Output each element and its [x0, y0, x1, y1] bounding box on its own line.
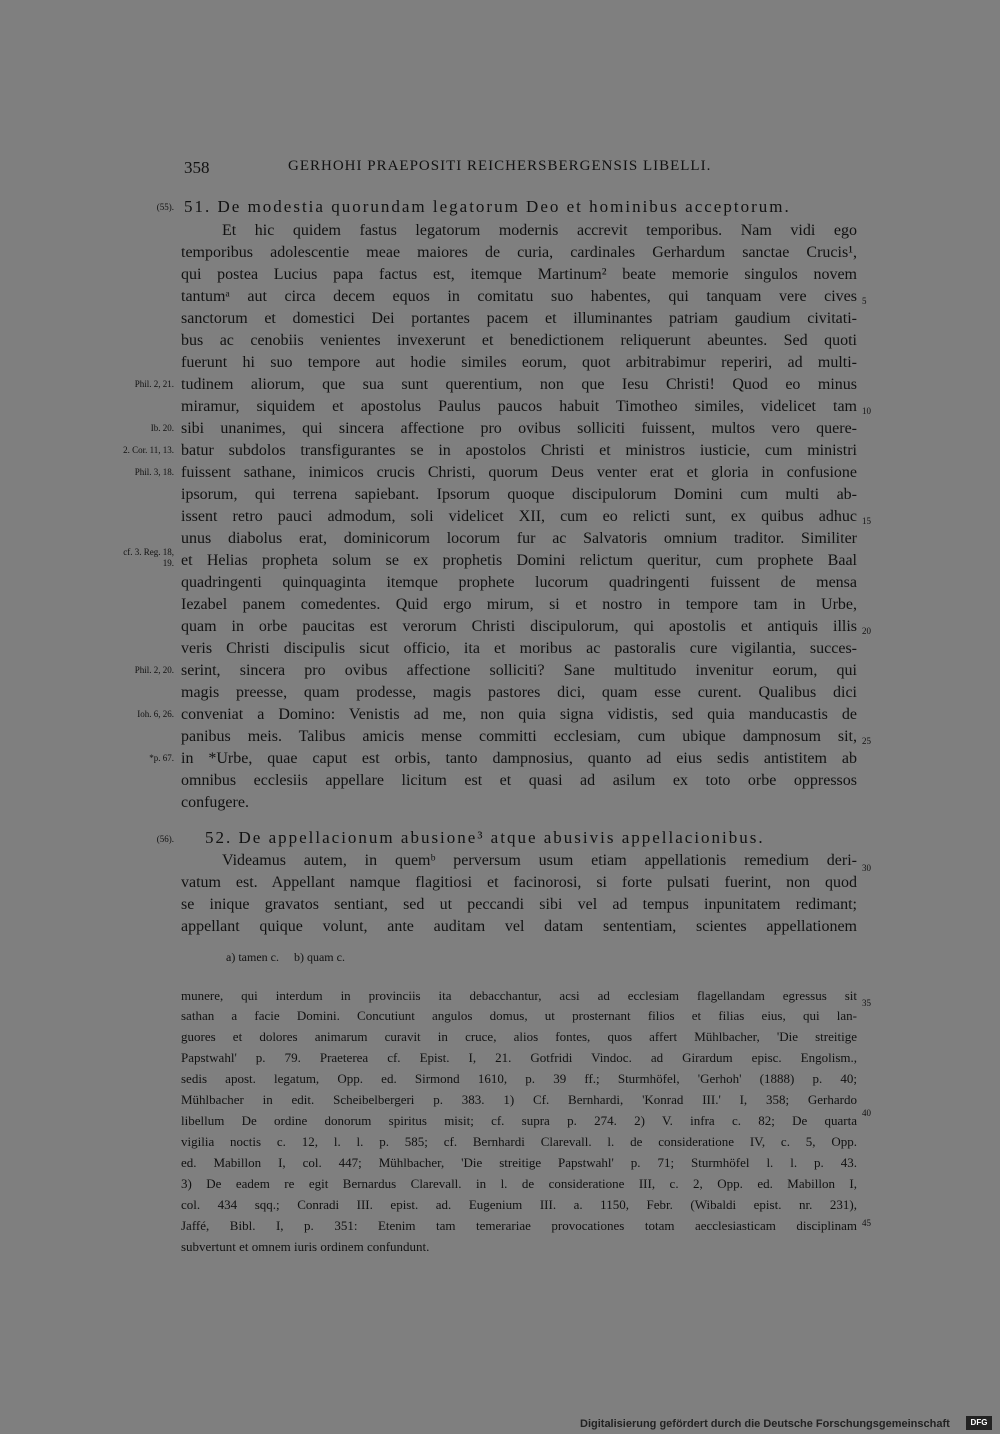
section-heading: 52. De appellacionum abusione³ atque abusivis appellacionibus.	[205, 828, 765, 847]
note-line: sathan a facie Domini. Concutiunt angulos domus, ut prosternant filios et filias eius, qui lan-	[181, 1008, 857, 1023]
body-line: fuerunt hi suo tempore aut hodie similes eorum, quot arbitrabimur reperiri, ad multi-	[181, 354, 857, 371]
body-line: se inique gravatos sentiant, sed ut peccandi sibi vel ad tempus inpunitatem redimant;	[181, 896, 857, 913]
running-title: GERHOHI PRAEPOSITI REICHERSBERGENSIS LIBELLI.	[288, 158, 712, 174]
body-line: vatum est. Appellant namque flagitiosi et facinorosi, si forte pulsati fuerint, non quod	[181, 874, 857, 891]
line-number: 20	[862, 626, 871, 636]
body-line: sanctorum et domestici Dei portantes pacem et illuminantes patriam gaudium civitati-	[181, 310, 857, 327]
body-line: serint, sincera pro ovibus affectione solliciti? Sane multitudo invenitur eorum, qui	[181, 662, 857, 679]
margin-reference: cf. 3. Reg. 18, 19.	[123, 547, 174, 568]
margin-reference: *p. 67.	[149, 753, 174, 763]
body-line: et Helias propheta solum se ex prophetis Domini relictum queritur, cum prophete Baal	[181, 552, 857, 569]
note-line: Mühlbacher in edit. Scheibelbergeri p. 383. 1) Cf. Bernhardi, 'Konrad III.' I, 358; Gerhardo	[181, 1092, 857, 1107]
margin-reference: Phil. 2, 21.	[134, 379, 174, 389]
body-line: sibi unanimes, qui sincera affectione pro ovibus solliciti fuissent, multos vero quere-	[181, 420, 857, 437]
body-line: ipsorum, qui terrena sapiebant. Ipsorum quoque discipulorum Domini cum multi ab-	[181, 486, 857, 503]
line-number: 10	[862, 406, 871, 416]
body-line: quam in orbe paucitas est verorum Christi discipulorum, qui apostolis et antiquis illis	[181, 618, 857, 635]
note-line: Papstwahl' p. 79. Praeterea cf. Epist. I, 21. Gotfridi Vindoc. ad Girardum episc. Engolism.,	[181, 1050, 857, 1065]
line-number: 45	[862, 1218, 871, 1228]
margin-reference: Ib. 20.	[150, 423, 174, 433]
body-line: tantumᵃ aut circa decem equos in comitatu suo habentes, qui tanquam vere cives	[181, 288, 857, 305]
body-line: in *Urbe, quae caput est orbis, tanto dampnosius, quanto ad eius sedis antistitem ab	[181, 750, 857, 767]
line-number: 35	[862, 998, 871, 1008]
section-marker: (55).	[156, 202, 174, 212]
body-line: miramur, siquidem et apostolus Paulus paucos habuit Timotheo similes, videlicet tam	[181, 398, 857, 415]
body-line: Iezabel panem comedentes. Quid ergo mirum, si et nostro in tempore tam in Urbe,	[181, 596, 857, 613]
note-line: libellum De ordine donorum spiritus misit; cf. supra p. 274. 2) V. infra c. 82; De quarta	[181, 1113, 857, 1128]
note-line: Jaffé, Bibl. I, p. 351: Etenim tam temerariae provocationes totam aecclesiasticam disciplinam	[181, 1218, 857, 1233]
note-line: subvertunt et omnem iuris ordinem confundunt.	[181, 1239, 430, 1254]
footnote-variants: a) tamen c. b) quam c.	[226, 950, 345, 964]
body-line: temporibus adolescentie meae maiores de curia, cardinales Gerhardum sanctae Crucis¹,	[181, 244, 857, 261]
body-line: magis preesse, quam prodesse, magis pastores dici, quam esse curent. Qualibus dici	[181, 684, 857, 701]
digitization-credit: Digitalisierung gefördert durch die Deutsche Forschungsgemeinschaft	[580, 1418, 950, 1430]
note-line: munere, qui interdum in provinciis ita debacchantur, acsi ad ecclesiam flagellandam egressus sit	[181, 988, 857, 1003]
line-number: 40	[862, 1108, 871, 1118]
margin-reference: Phil. 2, 20.	[134, 665, 174, 675]
body-line: issent retro pauci admodum, soli videlicet XII, cum eo relicti sunt, ex quibus adhuc	[181, 508, 857, 525]
body-line: unus diabolus erat, dominicorum locorum fur ac Salvatoris omnium traditor. Similiter	[181, 530, 857, 547]
body-line: panibus meis. Talibus amicis mense committi ecclesiam, cum ubique dampnosum sit,	[181, 728, 857, 745]
body-line: Videamus autem, in quemᵇ perversum usum etiam appellationis remedium deri-	[222, 852, 857, 869]
body-line: confugere.	[181, 794, 249, 811]
body-line: qui postea Lucius papa factus est, itemque Martinum² beate memorie singulos novem	[181, 266, 857, 283]
page-number: 358	[184, 158, 210, 177]
line-number: 15	[862, 516, 871, 526]
line-number: 5	[862, 296, 867, 306]
body-line: appellant quique volunt, ante auditam vel datam sententiam, scientes appellationem	[181, 918, 857, 935]
body-line: quadringenti quinquaginta itemque prophete lucorum quadringenti fuissent de mensa	[181, 574, 857, 591]
body-line: veris Christi discipulis sicut officio, ita et moribus ac pastoralis cure vigilantia, succes-	[181, 640, 857, 657]
dfg-logo: DFG	[966, 1416, 992, 1430]
line-number: 30	[862, 863, 871, 873]
margin-reference: 2. Cor. 11, 13.	[123, 445, 174, 455]
body-line: fuissent sathane, inimicos crucis Christi, quorum Deus venter erat et gloria in confusione	[181, 464, 857, 481]
note-line: 3) De eadem re egit Bernardus Clarevall. in l. de consideratione III, c. 2, Opp. ed. Mabillon I,	[181, 1176, 857, 1191]
line-number: 25	[862, 736, 871, 746]
note-line: sedis apost. legatum, Opp. ed. Sirmond 1610, p. 39 ff.; Sturmhöfel, 'Gerhoh' (1888) p. 40;	[181, 1071, 857, 1086]
margin-reference: Ioh. 6, 26.	[137, 709, 174, 719]
body-line: batur subdolos transfigurantes se in apostolos Christi et ministros iusticie, cum ministri	[181, 442, 857, 459]
note-line: vigilia noctis c. 12, l. l. p. 585; cf. Bernhardi Clarevall. l. de consideratione IV, c. 5, Opp.	[181, 1134, 857, 1149]
section-marker: (56).	[156, 834, 174, 844]
margin-reference: Phil. 3, 18.	[134, 467, 174, 477]
body-line: conveniat a Domino: Venistis ad me, non quia signa vidistis, sed quia manducastis de	[181, 706, 857, 723]
body-line: omnibus ecclesiis appellare licitum est et quasi ad asilum ex toto orbe oppressos	[181, 772, 857, 789]
body-line: Et hic quidem fastus legatorum modernis accrevit temporibus. Nam vidi ego	[222, 222, 857, 239]
section-heading: 51. De modestia quorundam legatorum Deo et hominibus acceptorum.	[184, 197, 791, 216]
note-line: col. 434 sqq.; Conradi III. epist. ad. Eugenium III. a. 1150, Febr. (Wibaldi epist. nr. 231),	[181, 1197, 857, 1212]
body-line: tudinem aliorum, que sua sunt querentium, non que Iesu Christi! Quod eo minus	[181, 376, 857, 393]
body-line: bus ac cenobiis venientes invexerunt et benedictionem reliquerunt abeuntes. Sed quoti	[181, 332, 857, 349]
note-line: ed. Mabillon I, col. 447; Mühlbacher, 'Die streitige Papstwahl' p. 71; Sturmhöfel l. l. p. 43.	[181, 1155, 857, 1170]
note-line: guores et dolores animarum curavit in cruce, alios fontes, quos affert Mühlbacher, 'Die streitige	[181, 1029, 857, 1044]
